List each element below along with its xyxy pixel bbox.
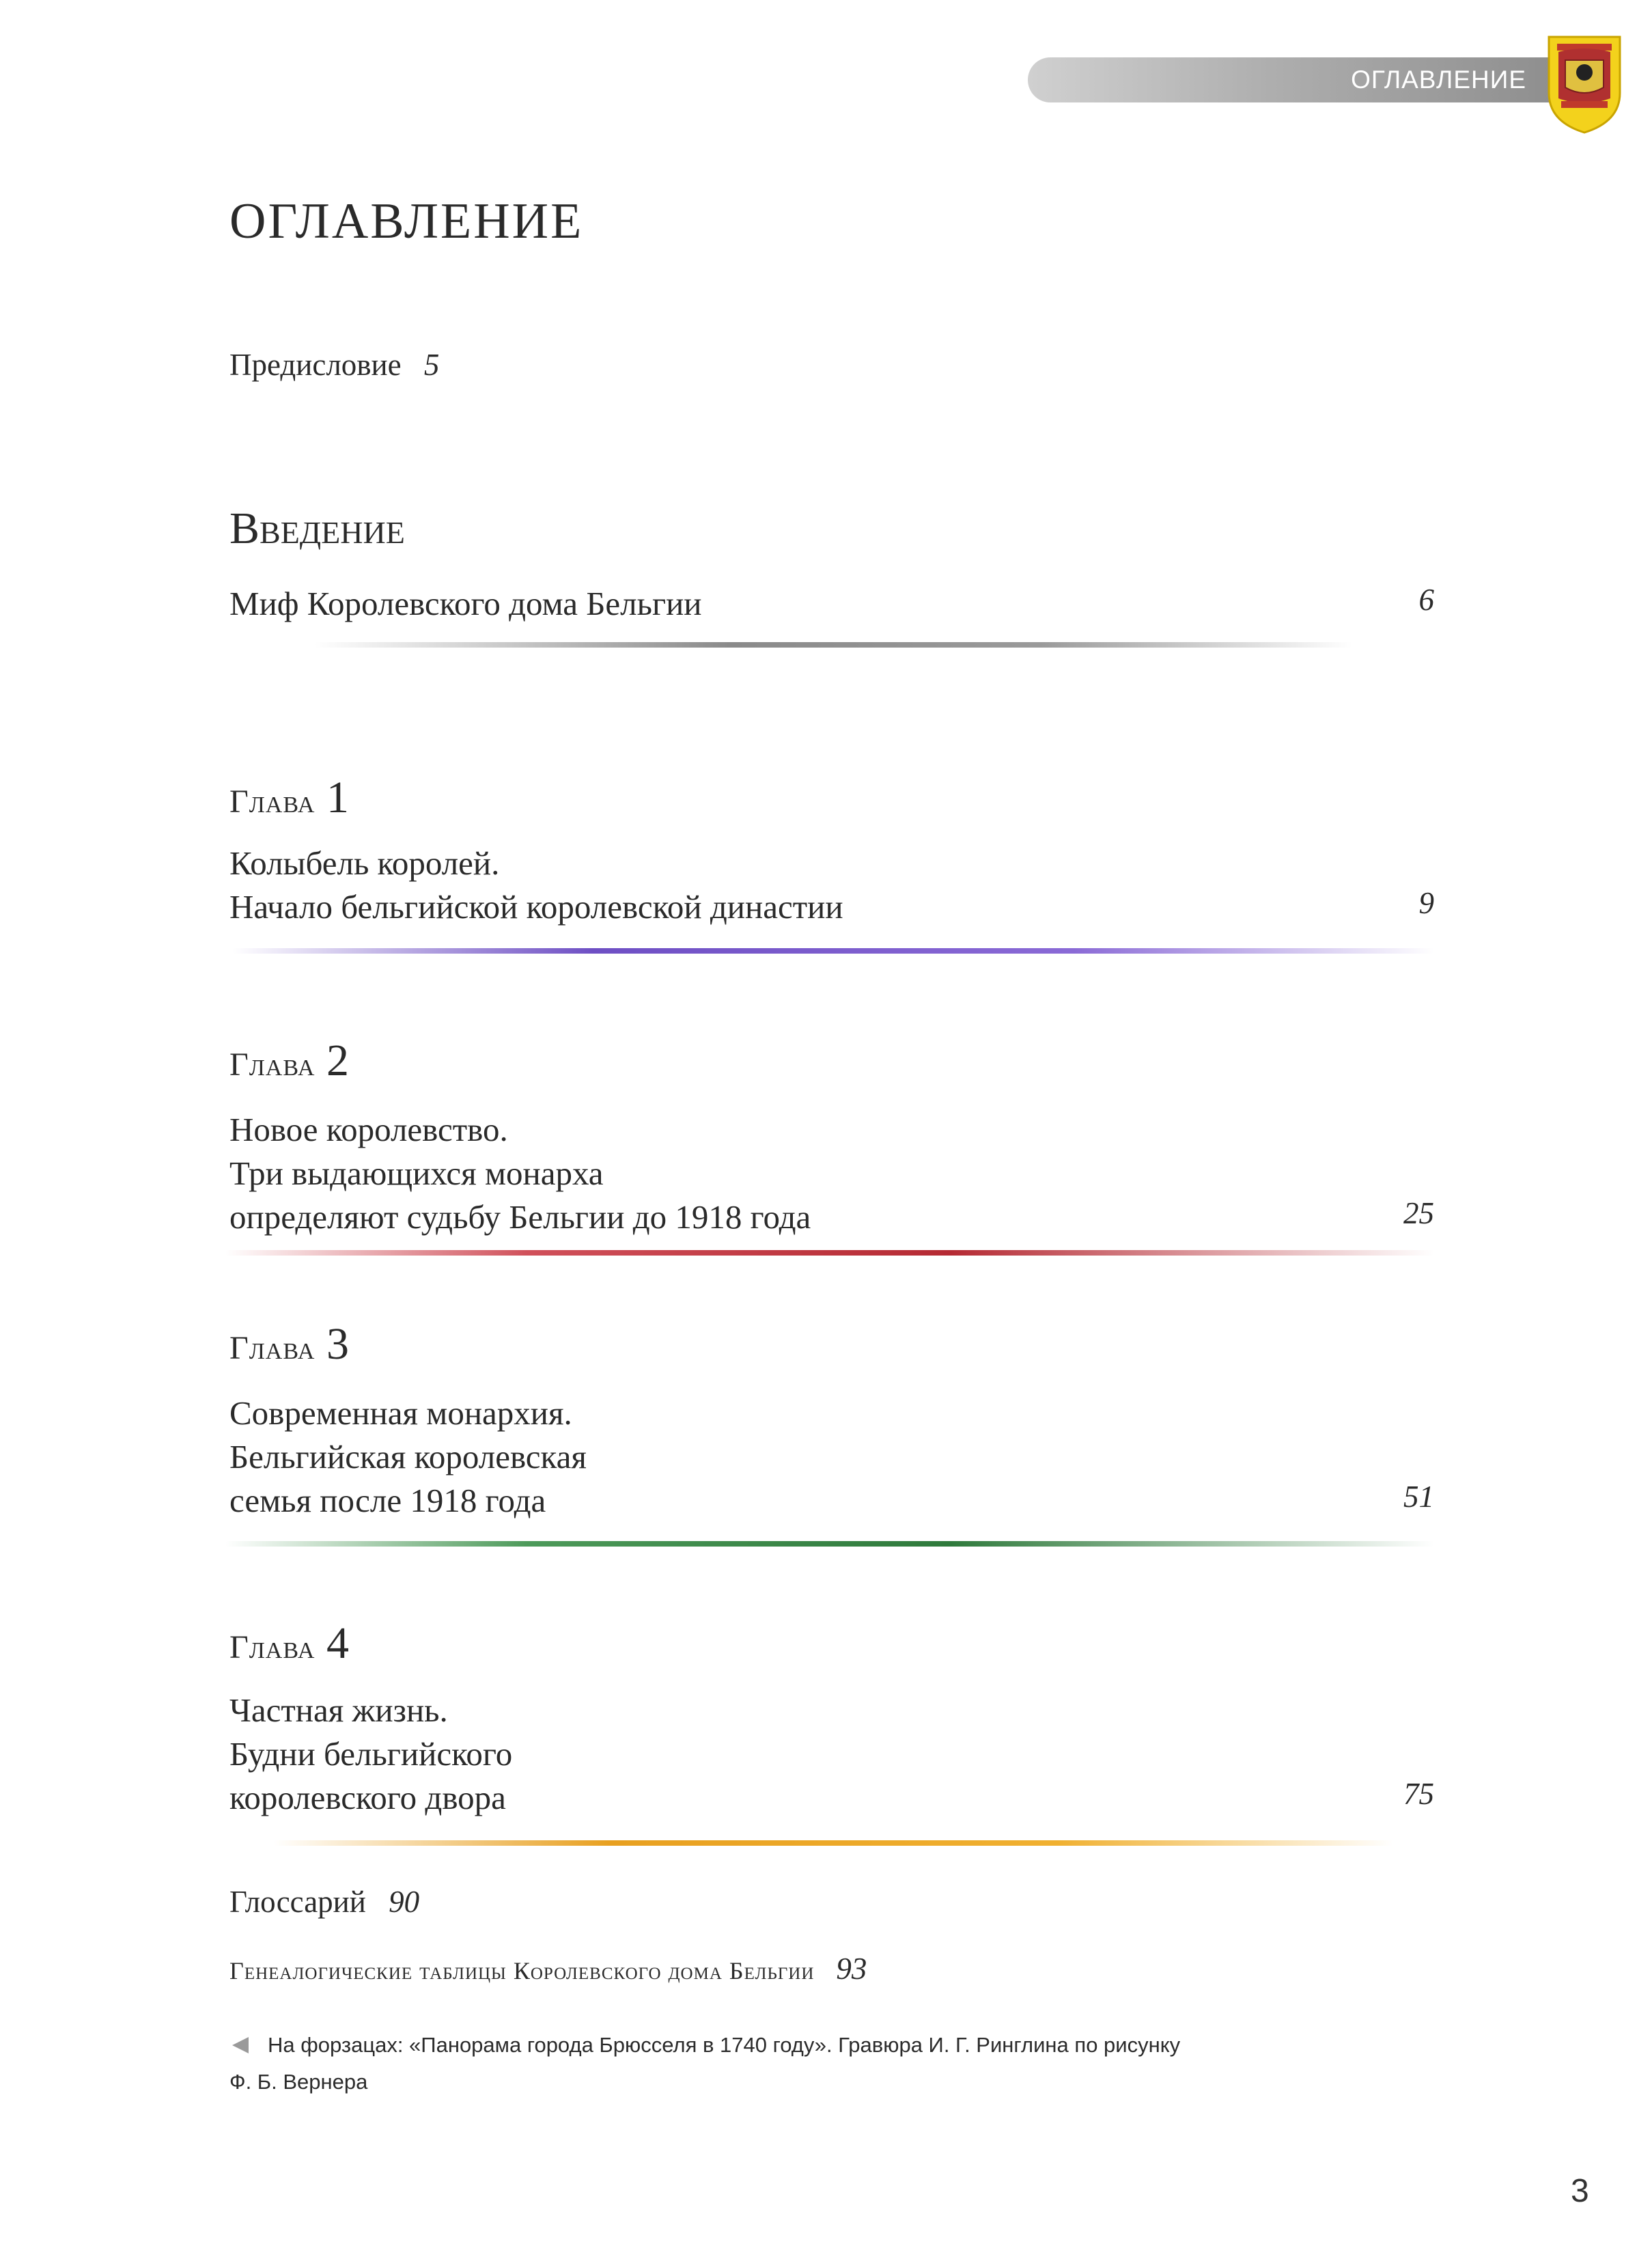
chapter-2-number: 2 [326,1036,349,1085]
chapter-3-page: 51 [1403,1480,1434,1514]
glossary-entry [229,1884,419,1920]
chapter-1-page: 9 [1418,886,1434,920]
caption-line-2: Ф. Б. Вернера [229,2070,368,2094]
chapter-1-divider [232,948,1434,954]
chapter-4-title-line-3: королевского двора [229,1779,506,1816]
chapter-2-page: 25 [1403,1196,1434,1230]
chapter-3-title-line-2: Бельгийская королевская [229,1438,587,1476]
chapter-1-heading [229,772,349,824]
preface-page: 5 [423,348,440,382]
chapter-3-number: 3 [326,1319,349,1369]
genealogy-entry [229,1951,867,1986]
chapter-4-title-line-2: Будни бельгийского [229,1735,513,1773]
chapter-1-title-line-2: Начало бельгийской королевской династии [229,888,843,926]
glossary-page: 90 [389,1885,420,1919]
arrow-left-icon [231,2036,250,2055]
chapter-4-word: Глава [229,1629,316,1665]
chapter-4-page: 75 [1403,1777,1434,1811]
intro-heading-text: Введение [229,503,405,553]
preface-entry [229,347,439,383]
chapter-2-divider [225,1250,1434,1256]
chapter-3-title-line-1: Современная монархия. [229,1394,572,1432]
chapter-4-title-line-1: Частная жизнь. [229,1691,448,1729]
section-header-label: ОГЛАВЛЕНИЕ [1351,66,1526,94]
page-number: 3 [1571,2173,1589,2209]
chapter-2-title-line-2: Три выдающихся монарха [229,1154,604,1192]
chapter-1-title-line-1: Колыбель королей. [229,844,500,882]
chapter-3-heading [229,1318,349,1370]
chapter-3-word: Глава [229,1330,316,1366]
chapter-2-heading [229,1035,349,1087]
intro-heading [229,503,405,555]
glossary-label: Глоссарий [229,1885,366,1919]
page-title: ОГЛАВЛЕНИЕ [229,193,584,249]
chapter-4-heading [229,1618,349,1670]
coat-of-arms-icon [1543,33,1625,135]
preface-label: Предисловие [229,348,402,382]
intro-divider [314,642,1352,648]
chapter-2-title-line-3: определяют судьбу Бельгии до 1918 года [229,1198,811,1236]
genealogy-page: 93 [836,1952,867,1986]
intro-title: Миф Королевского дома Бельгии [229,585,702,622]
chapter-2-title-line-1: Новое королевство. [229,1111,508,1148]
chapter-1-word: Глава [229,784,316,820]
intro-page: 6 [1418,583,1434,617]
chapter-4-number: 4 [326,1618,349,1668]
chapter-3-title-line-3: семья после 1918 года [229,1482,546,1519]
caption-line-1: На форзацах: «Панорама города Брюсселя в 1740 году». Гравюра И. Г. Ринглина по рисунку [268,2033,1181,2057]
chapter-2-word: Глава [229,1047,316,1083]
genealogy-label: Генеалогические таблицы Королевского дома Бельгии [229,1957,815,1984]
chapter-4-divider [273,1840,1393,1846]
chapter-1-number: 1 [326,773,349,822]
section-header-bar [1028,57,1567,102]
chapter-3-divider [225,1541,1434,1547]
